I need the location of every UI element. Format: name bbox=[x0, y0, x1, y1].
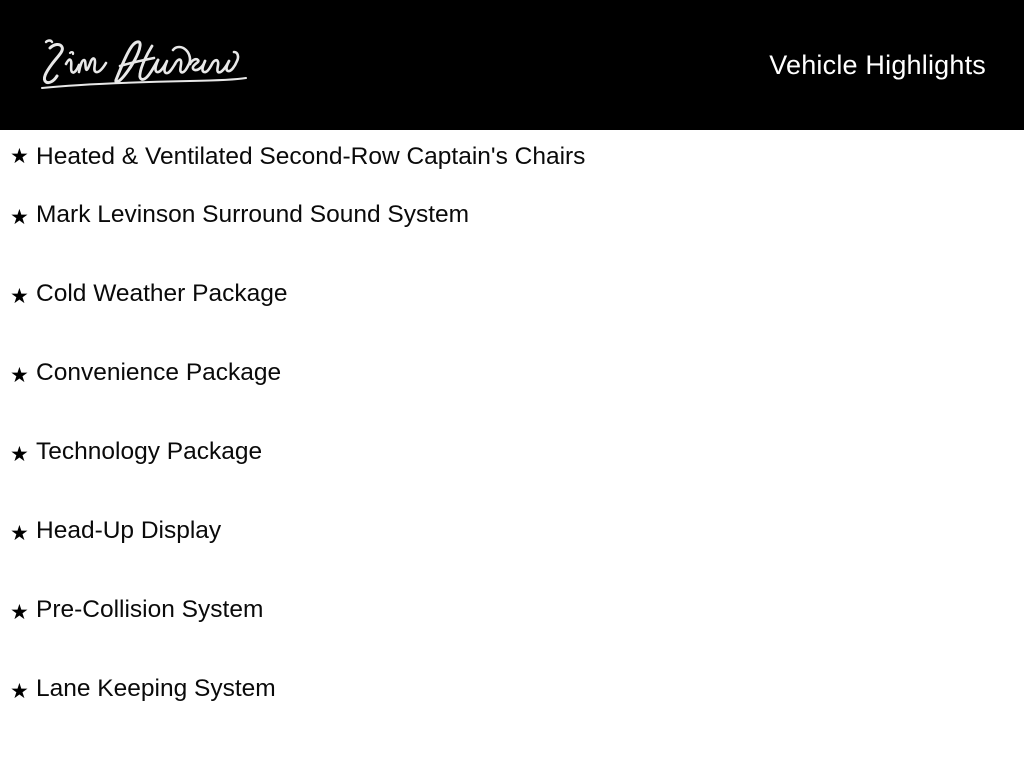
star-icon: ★ bbox=[10, 145, 29, 168]
list-item-label: Head-Up Display bbox=[36, 517, 222, 544]
page-title: Vehicle Highlights bbox=[769, 49, 986, 80]
list-item-label: Lane Keeping System bbox=[36, 675, 276, 702]
list-item-label: Technology Package bbox=[36, 438, 263, 465]
star-icon: ★ bbox=[10, 443, 29, 466]
list-item-label: Convenience Package bbox=[36, 359, 282, 386]
star-icon: ★ bbox=[10, 206, 29, 229]
vehicle-highlights-list bbox=[0, 130, 1024, 755]
star-icon: ★ bbox=[10, 364, 29, 387]
page-header bbox=[0, 0, 1024, 130]
star-icon: ★ bbox=[10, 285, 29, 308]
list-item-label: Heated & Ventilated Second-Row Captain's Chairs bbox=[36, 143, 586, 170]
list-item bbox=[0, 360, 1024, 439]
list-item bbox=[0, 597, 1024, 676]
list-item-label: Pre-Collision System bbox=[36, 596, 264, 623]
list-item bbox=[0, 439, 1024, 518]
list-item bbox=[0, 676, 1024, 755]
star-icon: ★ bbox=[10, 601, 29, 624]
jim-hudson-script-logo bbox=[20, 35, 260, 95]
star-icon: ★ bbox=[10, 680, 29, 703]
list-item-label: Cold Weather Package bbox=[36, 280, 288, 307]
star-icon: ★ bbox=[10, 522, 29, 545]
list-item bbox=[0, 518, 1024, 597]
list-item bbox=[0, 202, 1024, 281]
list-item bbox=[0, 281, 1024, 360]
list-item-label: Mark Levinson Surround Sound System bbox=[36, 201, 470, 228]
list-item bbox=[0, 130, 1024, 202]
